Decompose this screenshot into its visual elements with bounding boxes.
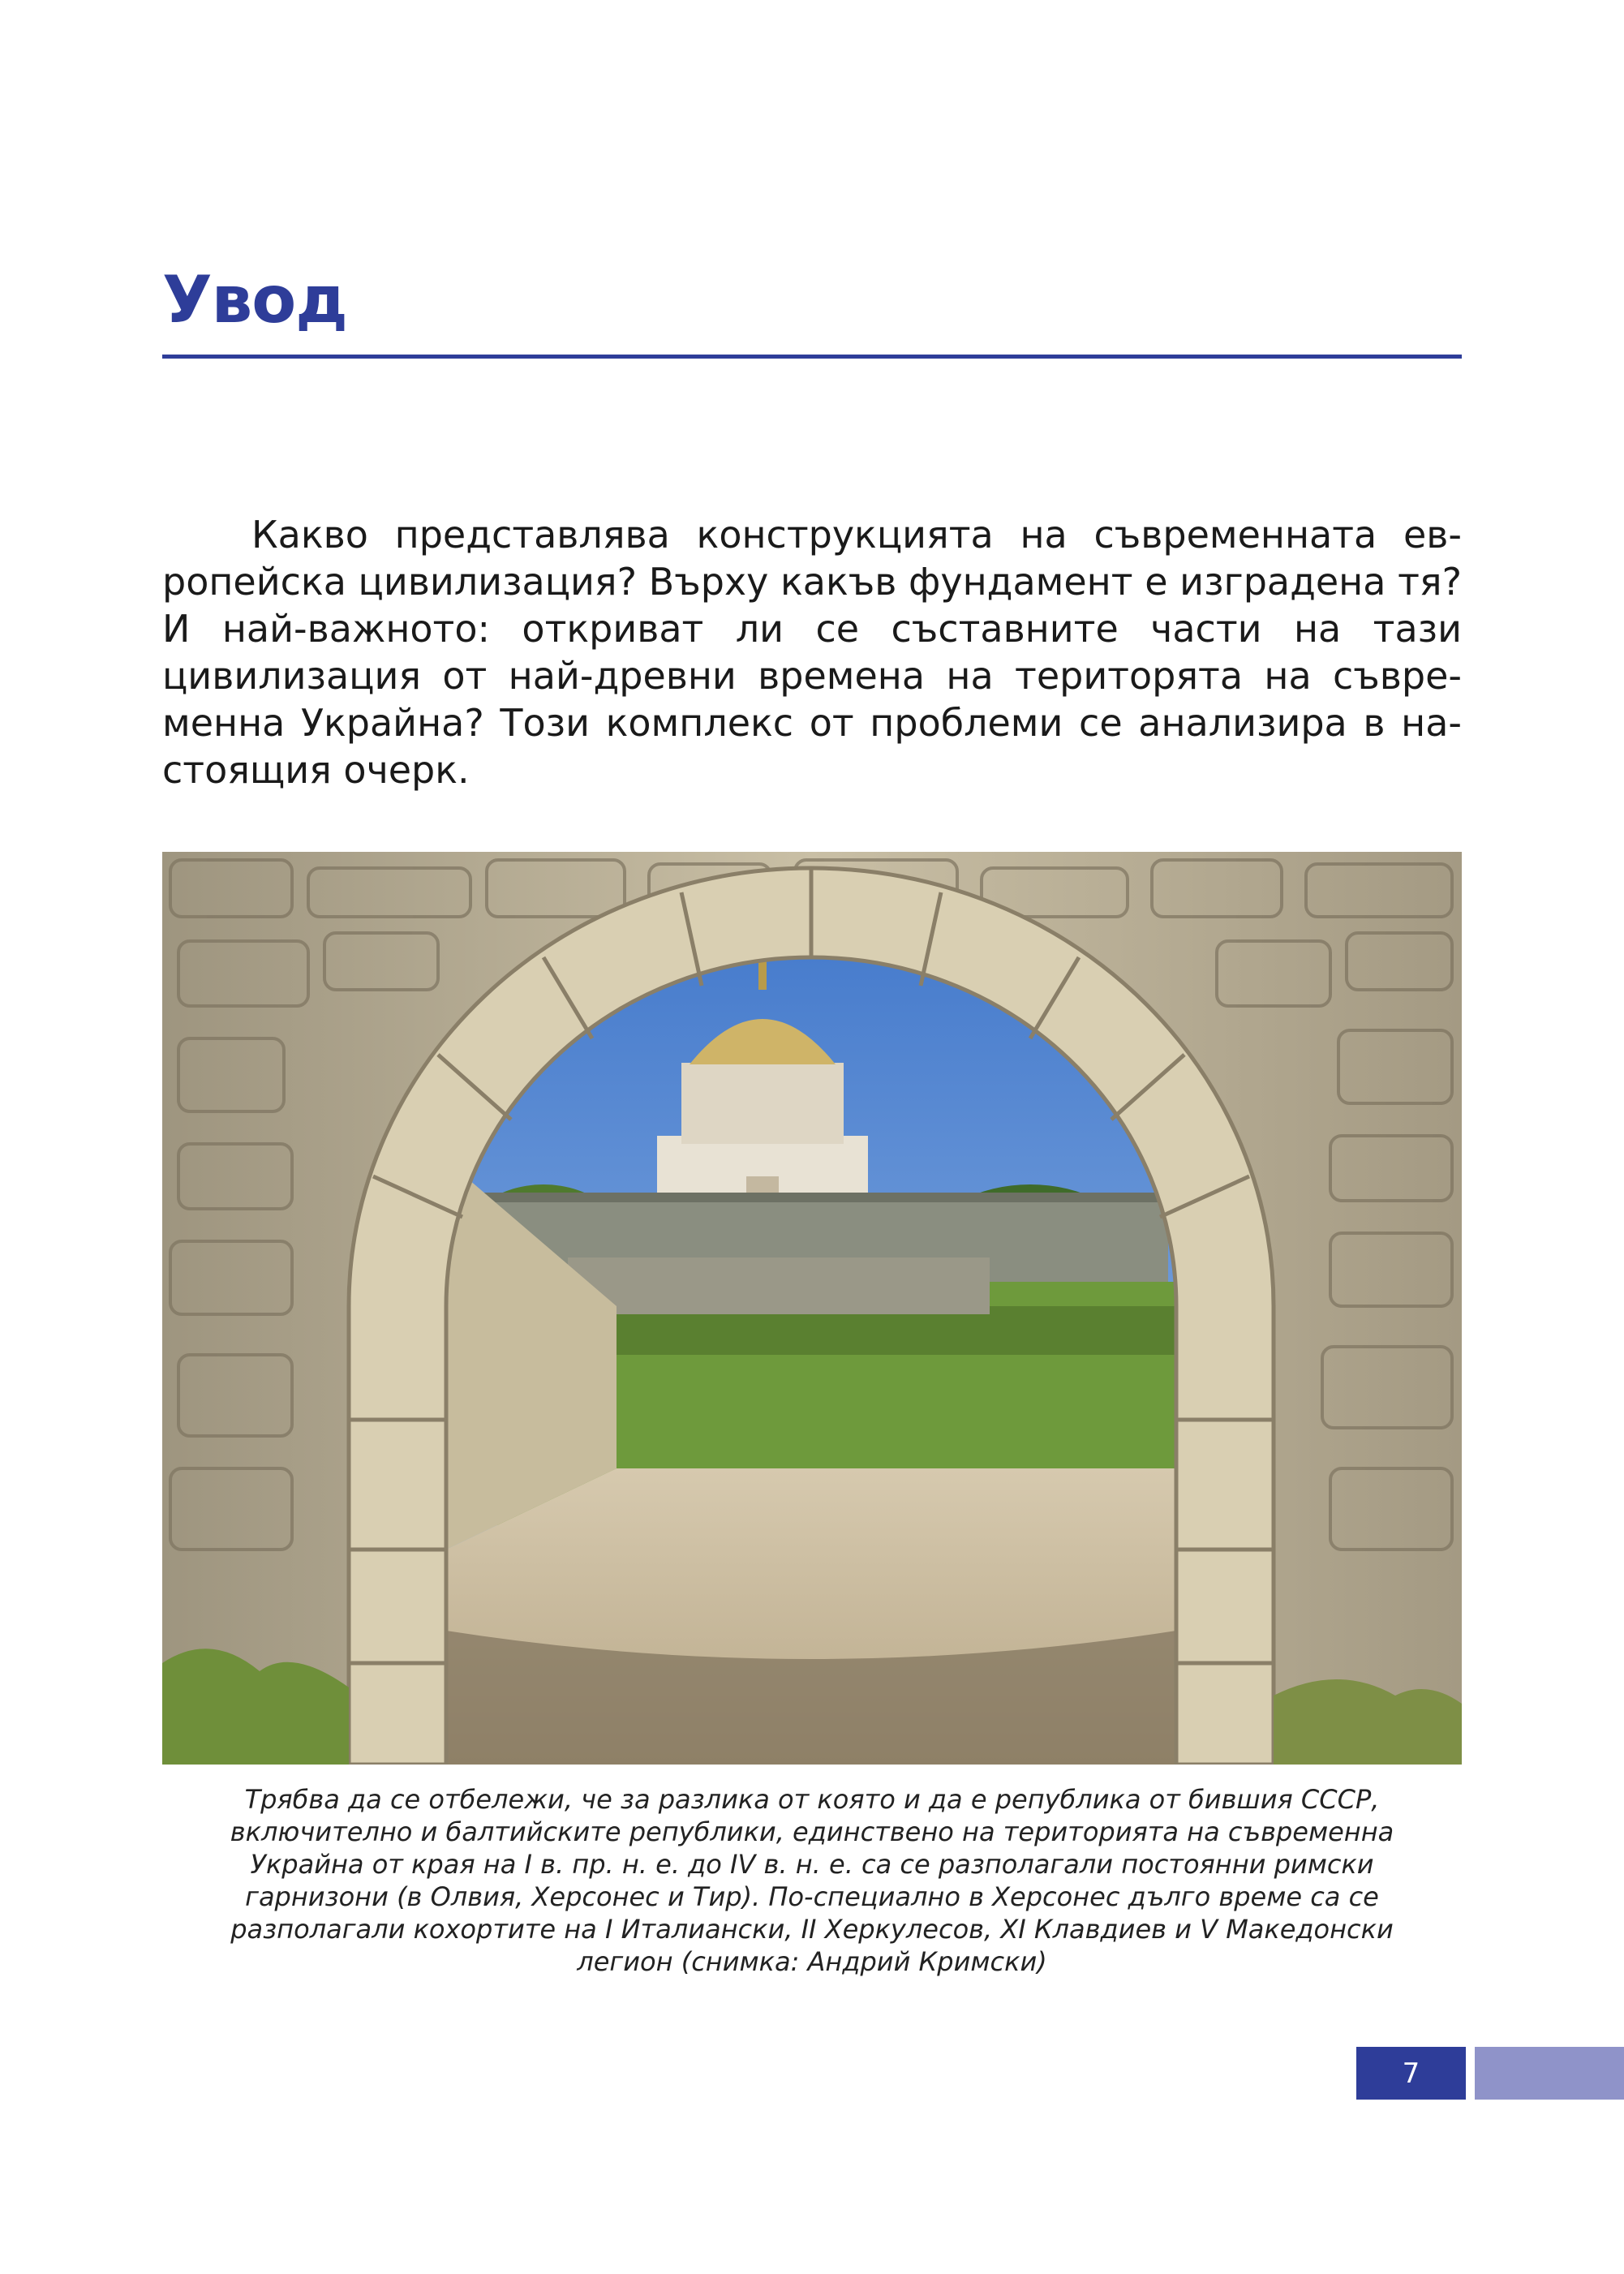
caption-line: разполагали кохортите на I Италиански, II Херкулесов, XI Клавдиев и V Македонски — [230, 1914, 1394, 1945]
caption-line: Украйна от края на I в. пр. н. е. до IV в. н. е. са се разполагали постоянни римски — [250, 1849, 1374, 1880]
caption-line: Трябва да се отбележи, че за разлика от която и да е република от бившия СССР, — [244, 1784, 1380, 1815]
caption-line: легион (снимка: Андрий Кримски) — [577, 1946, 1047, 1977]
paragraph-line: Какво представлява конструкцията на съвременната ев- — [251, 513, 1462, 557]
paragraph-line: цивилизация от най-древни времена на територята на съвре- — [162, 654, 1462, 698]
paragraph-line: стоящия очерк. — [162, 748, 470, 792]
page-title: Увод — [162, 262, 347, 337]
title-underline — [162, 355, 1462, 359]
page-number: 7 — [1356, 2047, 1466, 2100]
caption-line: включително и балтийските републики, единствено на територията на съвременна — [230, 1816, 1394, 1847]
photo-caption — [162, 1783, 1462, 1978]
paragraph-line: ропейска цивилизация? Върху какъв фундамент е изградена тя? — [162, 560, 1462, 604]
page-footer-bar — [1475, 2047, 1624, 2100]
caption-line: гарнизони (в Олвия, Херсонес и Тир). По-специално в Херсонес дълго време са се — [245, 1881, 1379, 1912]
paragraph-line: менна Украйна? Този комплекс от проблеми се анализира в на- — [162, 701, 1462, 745]
paragraph-line: И най-важното: откриват ли се съставните части на тази — [162, 607, 1462, 651]
photo-stone-arch-chersonesus — [162, 852, 1462, 1765]
intro-paragraph — [162, 511, 1462, 793]
